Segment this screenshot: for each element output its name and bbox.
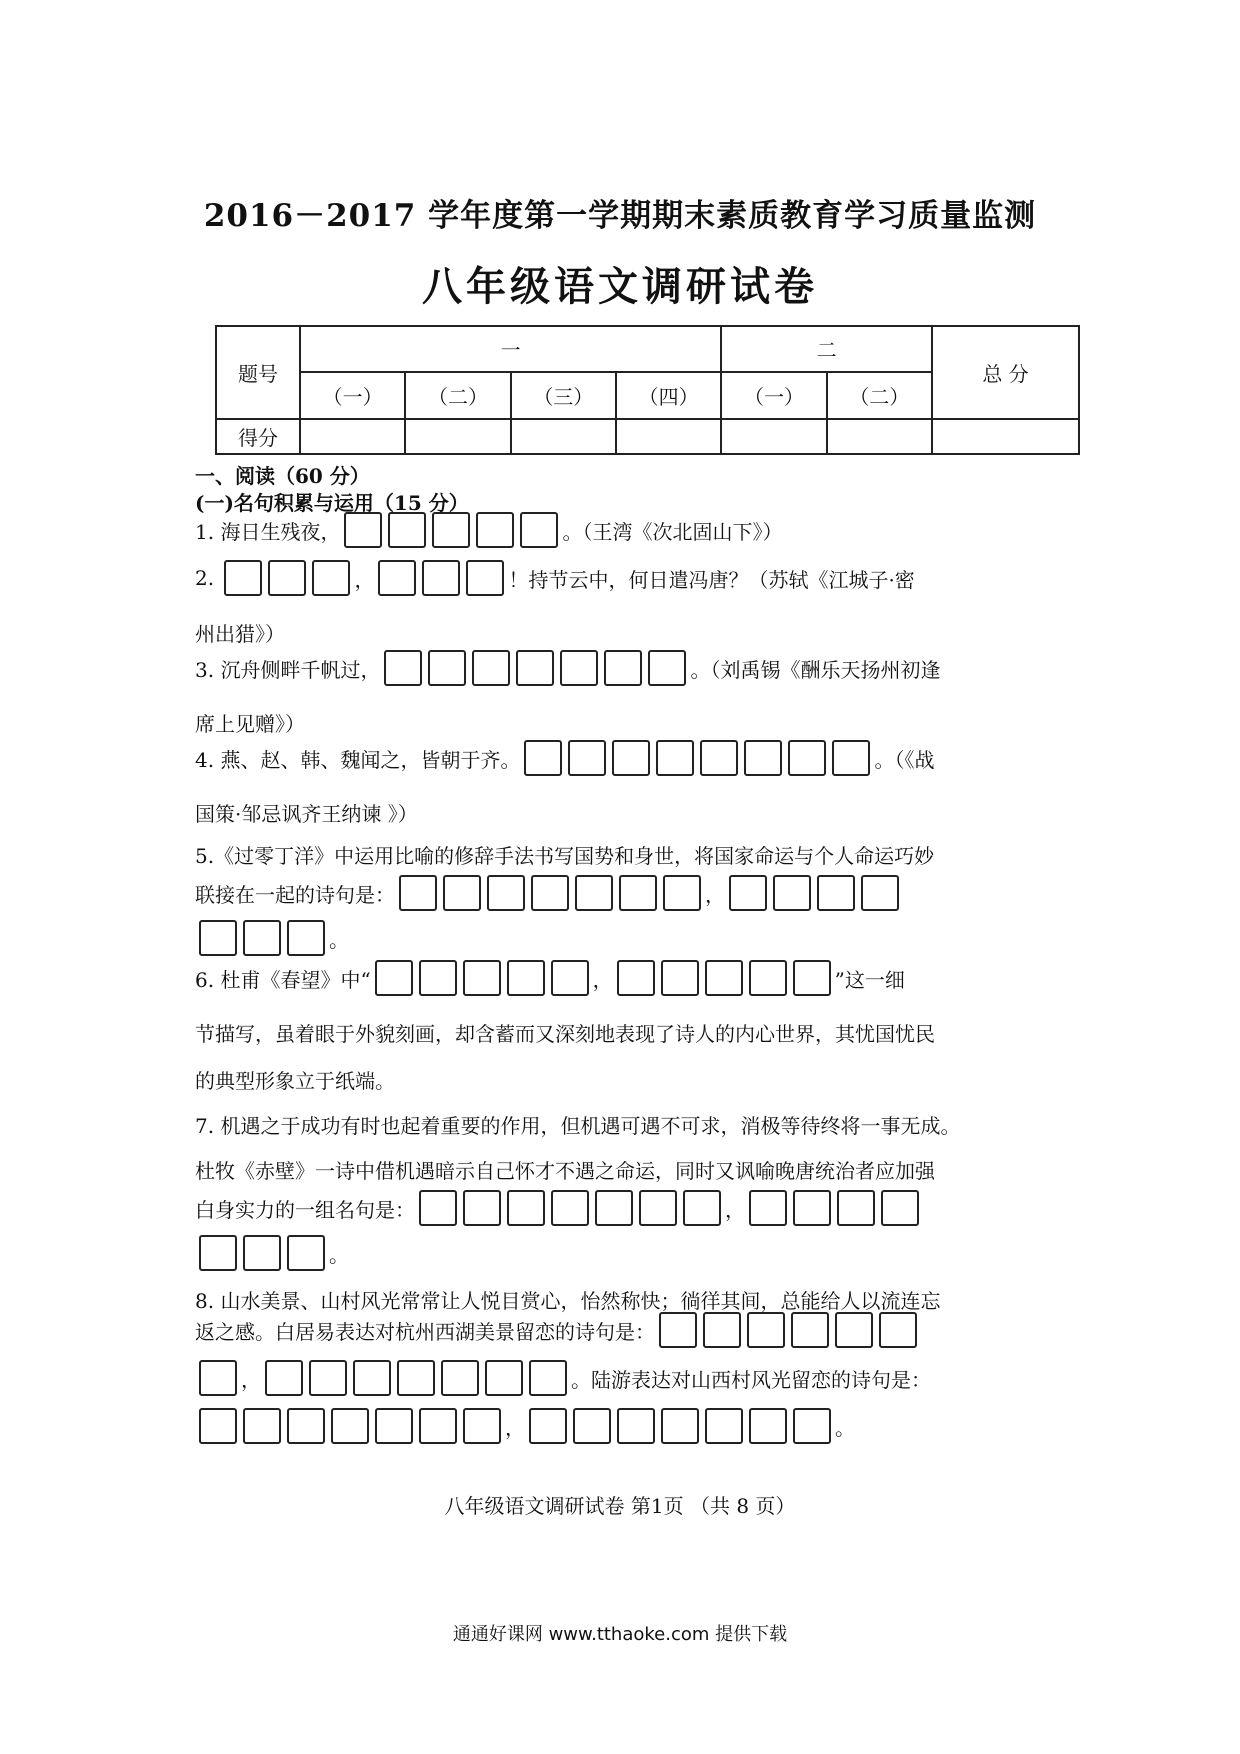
answer-boxes[interactable] — [524, 740, 870, 776]
source-watermark: 通通好课网 www.tthaoke.com 提供下载 — [452, 1624, 788, 1645]
question-7: 7. 机遇之于成功有时也起着重要的作用，但机遇可遇不可求，消极等待终将一事无成。 — [195, 1114, 961, 1138]
subsection-header: （三） — [511, 372, 616, 420]
score-row-label: 得分 — [216, 419, 300, 454]
answer-boxes[interactable] — [729, 875, 899, 911]
question-3: 3. 沉舟侧畔千帆过， 。（刘禹锡《酬乐天扬州初逢 — [195, 650, 940, 686]
question-4: 4. 燕、赵、韩、魏闻之，皆朝于齐。 。（《战 — [195, 740, 934, 776]
question-2: 2. ， ！持节云中，何日遣冯唐？（苏轼《江城子·密 — [195, 560, 915, 596]
answer-boxes[interactable] — [199, 1360, 237, 1396]
section-two-header: 二 — [721, 326, 932, 372]
subsection-header: （二） — [827, 372, 932, 420]
question-5-line-3: 。 — [195, 920, 349, 956]
question-8: 8. 山水美景、山村风光常常让人悦目赏心，怡然称快；徜徉其间，总能给人以流连忘 — [195, 1289, 941, 1313]
section-one-header: 一 — [300, 326, 721, 372]
answer-boxes[interactable] — [749, 1190, 919, 1226]
total-score-cell[interactable] — [932, 419, 1079, 454]
answer-boxes[interactable] — [399, 875, 701, 911]
subsection-header: （四） — [616, 372, 721, 420]
answer-boxes[interactable] — [378, 560, 504, 596]
page-footer: 八年级语文调研试卷 第1页 （共 8 页） — [444, 1494, 796, 1518]
score-cell[interactable] — [616, 419, 721, 454]
score-cell[interactable] — [511, 419, 616, 454]
score-cell[interactable] — [300, 419, 405, 454]
question-6-line-3: 的典型形象立于纸端。 — [195, 1069, 395, 1093]
question-7-line-2: 杜牧《赤壁》一诗中借机遇暗示自己怀才不遇之命运，同时又讽喻晚唐统治者应加强 — [195, 1159, 935, 1183]
score-table — [215, 325, 1080, 455]
subsection-header: （一） — [300, 372, 405, 420]
question-7-line-3: 白身实力的一组名句是： ， — [195, 1190, 923, 1226]
answer-boxes[interactable] — [265, 1360, 567, 1396]
answer-boxes[interactable] — [199, 1408, 501, 1444]
question-6: 6. 杜甫《春望》中“ ， ”这一细 — [195, 960, 905, 996]
subsection-heading: (一)名句积累与运用（15 分） — [195, 491, 469, 515]
question-8-line-2: 返之感。白居易表达对杭州西湖美景留恋的诗句是： — [195, 1312, 921, 1348]
subsection-header: （一） — [721, 372, 826, 420]
answer-boxes[interactable] — [199, 920, 325, 956]
question-8-line-4: ， 。 — [195, 1408, 855, 1444]
exam-supertitle: 2016－2017 学年度第一学期期末素质教育学习质量监测 — [203, 198, 1037, 234]
exam-title: 八年级语文调研试卷 — [422, 263, 818, 310]
score-cell[interactable] — [827, 419, 932, 454]
answer-boxes[interactable] — [419, 1190, 721, 1226]
score-cell[interactable] — [405, 419, 510, 454]
answer-boxes[interactable] — [529, 1408, 831, 1444]
answer-boxes[interactable] — [384, 650, 686, 686]
answer-boxes[interactable] — [617, 960, 831, 996]
question-2-continued: 州出猎》） — [195, 622, 285, 646]
question-5-line-2: 联接在一起的诗句是： ， — [195, 875, 903, 911]
question-5: 5.《过零丁洋》中运用比喻的修辞手法书写国势和身世，将国家命运与个人命运巧妙 — [195, 844, 935, 868]
question-7-line-4: 。 — [195, 1235, 349, 1271]
score-cell[interactable] — [721, 419, 826, 454]
question-4-continued: 国策·邹忌讽齐王纳谏 》） — [195, 802, 418, 826]
section-heading: 一、阅读（60 分） — [195, 464, 370, 488]
answer-boxes[interactable] — [659, 1312, 917, 1348]
question-1: 1. 海日生残夜， 。（王湾《次北固山下》） — [195, 512, 782, 548]
question-number-label: 题号 — [216, 326, 300, 419]
answer-boxes[interactable] — [344, 512, 558, 548]
total-score-header: 总 分 — [932, 326, 1079, 419]
question-3-continued: 席上见赠》） — [195, 712, 305, 736]
answer-boxes[interactable] — [224, 560, 350, 596]
question-6-line-2: 节描写，虽着眼于外貌刻画，却含蓄而又深刻地表现了诗人的内心世界，其忧国忧民 — [195, 1022, 935, 1046]
question-8-line-3: ， 。陆游表达对山西村风光留恋的诗句是： — [195, 1360, 931, 1396]
subsection-header: （二） — [405, 372, 510, 420]
answer-boxes[interactable] — [375, 960, 589, 996]
answer-boxes[interactable] — [199, 1235, 325, 1271]
